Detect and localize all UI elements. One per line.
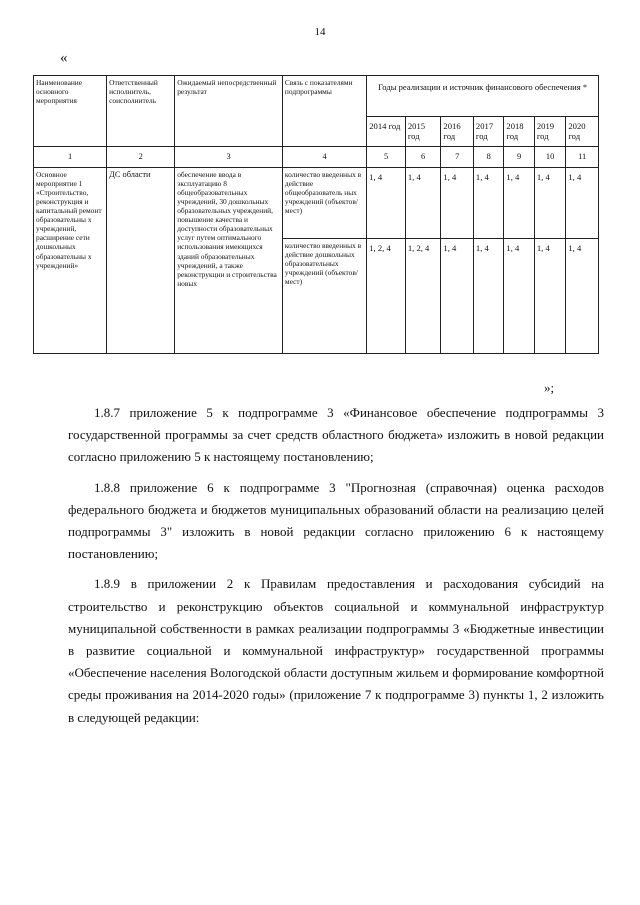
paragraph-1-8-9: 1.8.9 в приложении 2 к Правилам предоставления и расходования субсидий на строительство и реконструкцию объектов социальной и коммунальной инфраструктур муниципальной собственности в рамках реализации подпрограммы 3 «Бюджетные инвестиции в развитие социальной и коммунальной инфраструктур» государственной программы «Обеспечение населения Вологодской области доступным жильем и формирование комфортной среды проживания на 2014-2020 годы» (приложение 7 к подпрограмме 3) пункты 1, 2 изложить в следующей редакции:	[68, 576, 604, 725]
indicator-cell: количество введенных в действие общеобразователь ных учреждений (объектов/мест)	[282, 168, 366, 239]
value-cell: 1, 4	[473, 239, 503, 354]
header-row	[34, 76, 599, 117]
closing-quote: »;	[544, 380, 555, 395]
value-cell: 1, 4	[534, 239, 565, 354]
value-cell: 1, 4	[405, 168, 441, 239]
header-year-2014: 2014 год	[367, 117, 406, 147]
body-text	[68, 402, 604, 737]
value-cell: 1, 4	[441, 168, 474, 239]
column-number: 3	[175, 146, 283, 167]
header-expected-result: Ожидаемый непосредственный результат	[175, 76, 283, 147]
value-cell: 1, 2, 4	[405, 239, 441, 354]
executor-cell: ДС области	[107, 168, 175, 354]
column-number: 9	[504, 146, 534, 167]
value-cell: 1, 2, 4	[367, 239, 406, 354]
expected-result-cell: обеспечение ввода в эксплуатацию 8 общеобразовательных учреждений, 30 дошкольных образовательных учреждений, повышение качества и доступности образовательных услуг путем оптимального использования имеющихся зданий образовательных учреждений, а также реконструкции и строительства новых	[175, 168, 283, 354]
header-year-2015: 2015 год	[405, 117, 441, 147]
column-number: 4	[282, 146, 366, 167]
header-executor: Ответственный исполнитель, соисполнитель	[107, 76, 175, 147]
column-number: 8	[473, 146, 503, 167]
activities-table	[33, 75, 599, 354]
header-years-group: Годы реализации и источник финансового обеспечения *	[367, 76, 599, 117]
column-number: 6	[405, 146, 441, 167]
value-cell: 1, 4	[367, 168, 406, 239]
header-year-2020: 2020 год	[566, 117, 599, 147]
table-row	[34, 168, 599, 239]
header-year-2019: 2019 год	[534, 117, 565, 147]
value-cell: 1, 4	[473, 168, 503, 239]
column-number: 7	[441, 146, 474, 167]
paragraph-1-8-7: 1.8.7 приложение 5 к подпрограмме 3 «Финансовое обеспечение подпрограммы 3 государственной программы за счет средств областного бюджета» изложить в новой редакции согласно приложению 5 к настоящему постановлению;	[68, 405, 604, 465]
value-cell: 1, 4	[504, 239, 534, 354]
value-cell: 1, 4	[441, 239, 474, 354]
header-year-2017: 2017 год	[473, 117, 503, 147]
column-numbers-row	[34, 146, 599, 167]
column-number: 10	[534, 146, 565, 167]
value-cell: 1, 4	[566, 239, 599, 354]
column-number: 11	[566, 146, 599, 167]
indicator-cell: количество введенных в действие дошкольных образовательных учреждений (объектов/мест)	[282, 239, 366, 354]
column-number: 1	[34, 146, 107, 167]
column-number: 5	[367, 146, 406, 167]
value-cell: 1, 4	[534, 168, 565, 239]
page-number: 14	[314, 26, 326, 38]
header-indicators: Связь с показателями подпрограммы	[282, 76, 366, 147]
header-year-2018: 2018 год	[504, 117, 534, 147]
opening-quote: «	[60, 50, 68, 66]
header-activity-name: Наименование основного мероприятия	[34, 76, 107, 147]
paragraph-1-8-8: 1.8.8 приложение 6 к подпрограмме 3 "Прогнозная (справочная) оценка расходов федерального бюджета и бюджетов муниципальных образований области на реализацию целей подпрограммы 3" изложить в новой редакции согласно приложению 6 к настоящему постановлению;	[68, 479, 604, 562]
value-cell: 1, 4	[566, 168, 599, 239]
column-number: 2	[107, 146, 175, 167]
value-cell: 1, 4	[504, 168, 534, 239]
activity-name-cell: Основное мероприятие 1 «Строительство, реконструкция и капитальный ремонт образовательны х учреждений, расширение сети дошкольных образовательны х учреждений»	[34, 168, 107, 354]
header-year-2016: 2016 год	[441, 117, 474, 147]
